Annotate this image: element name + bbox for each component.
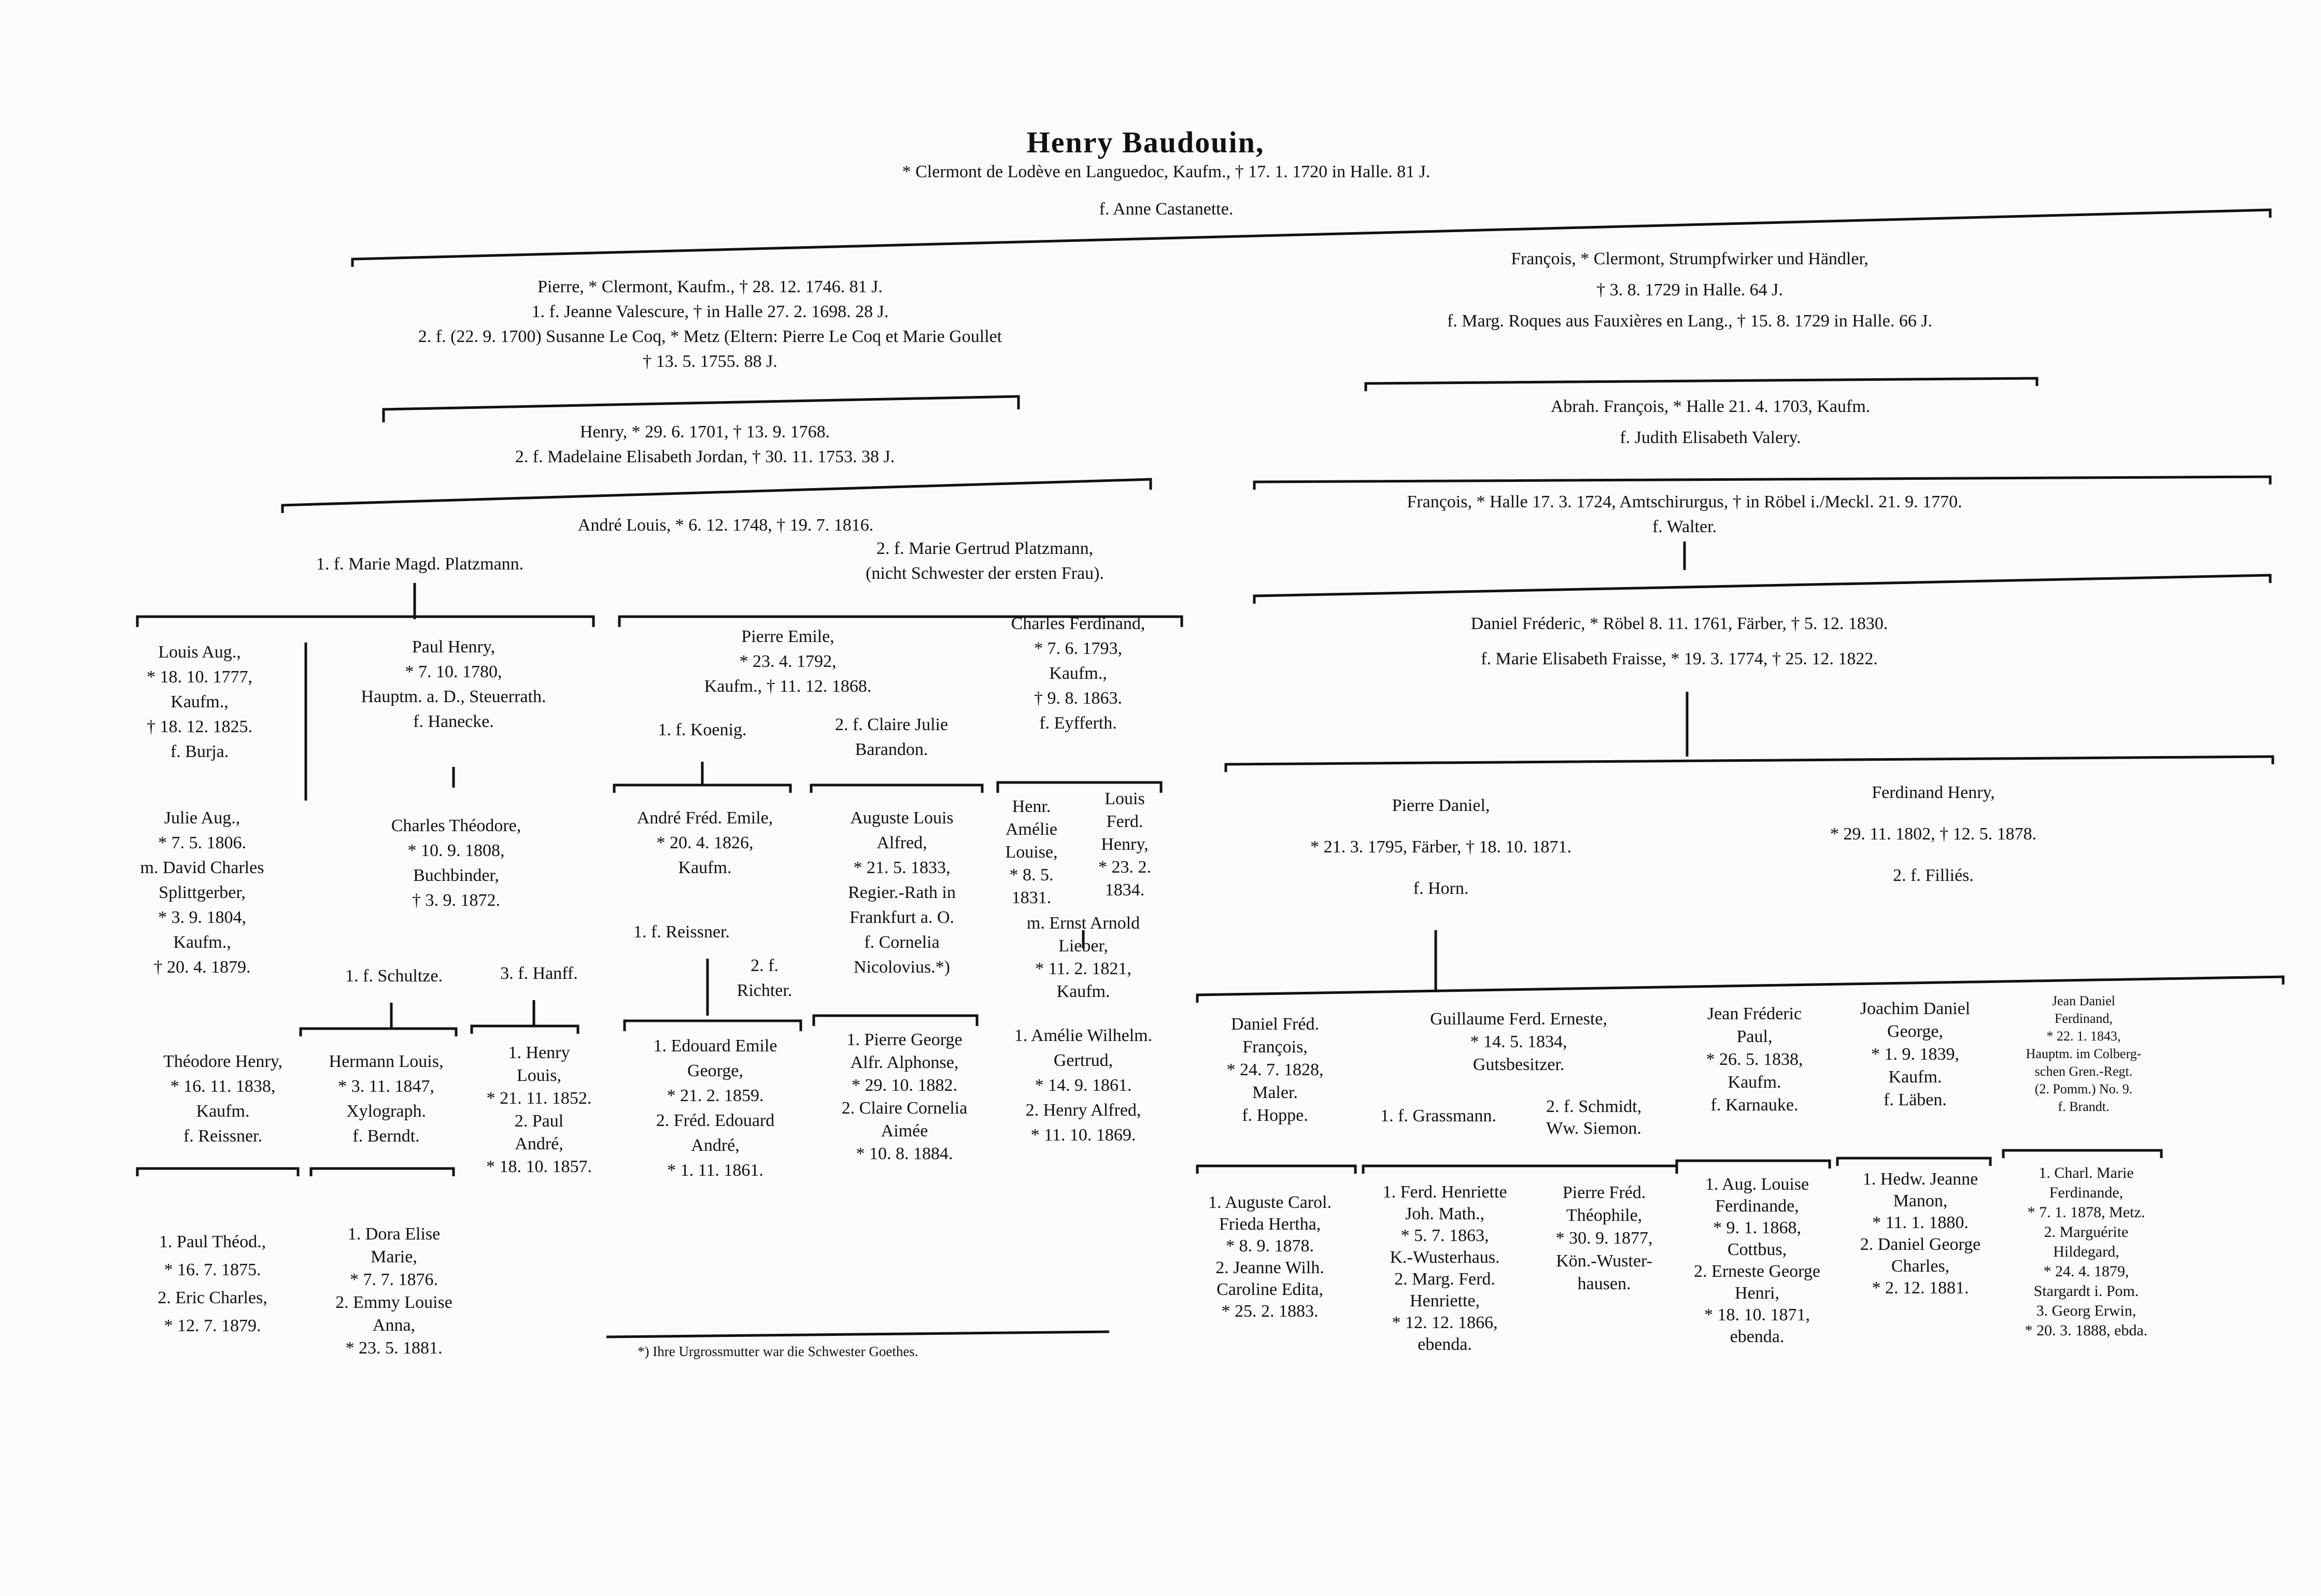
guil-bracket (1363, 1166, 1677, 1174)
guillaume-wife1: 1. f. Grassmann. (1380, 1106, 1496, 1125)
pierre-emile-wife2: 2. f. Claire Julie Barandon. (834, 715, 949, 759)
pierre-bracket (384, 396, 1018, 422)
al-bracket (814, 1016, 977, 1026)
charles-theodore-entry: Charles Théodore, * 10. 9. 1808, Buchbinder, † 3. 9. 1872. (391, 816, 521, 910)
theodore-henry-entry: Théodore Henry, * 16. 11. 1838, Kaufm. f. Reissner. (163, 1052, 283, 1146)
andre-fred-entry: André Fréd. Emile, * 20. 4. 1826, Kaufm. (636, 808, 773, 877)
edouard-children: 1. Edouard Emile George, * 21. 2. 1859. 2. Fréd. Edouard André, * 1. 11. 1861. (653, 1036, 777, 1180)
charles-theodore-wife1: 1. f. Schultze. (345, 966, 443, 986)
jean-daniel-bracket (2003, 1150, 2161, 1158)
julie-aug-entry: Julie Aug., * 7. 5. 1806. m. David Charles Splittgerber, * 3. 9. 1804, Kaufm., † 20. 4. 1879. (140, 808, 264, 977)
andre-wife1: 1. f. Marie Magd. Platzmann. (316, 554, 524, 574)
theo-bracket (137, 1168, 298, 1176)
dfred-bracket (1197, 1166, 1355, 1174)
charles-theodore-wife3: 3. f. Hanff. (500, 964, 578, 983)
pierre-emile-wife1: 1. f. Koenig. (658, 720, 747, 739)
francois-bracket (1366, 378, 2037, 391)
ferdinand-henry-entry: Ferdinand Henry, * 29. 11. 1802, † 12. 5. 1878. 2. f. Filliés. (1830, 783, 2037, 885)
guillaume-entry: Guillaume Ferd. Erneste, * 14. 5. 1834, Gutsbesitzer. (1430, 1009, 1607, 1074)
pierre-emile-entry: Pierre Emile, * 23. 4. 1792, Kaufm., † 11. 12. 1868. (704, 627, 872, 696)
daniel-fred-francois-entry: Daniel Fréd. François, * 24. 7. 1828, Maler. f. Hoppe. (1226, 1015, 1324, 1125)
root-spouse: f. Anne Castanette. (1099, 200, 1234, 219)
francois-entry: François, * Clermont, Strumpfwirker und Händler, † 3. 8. 1729 in Halle. 64 J. f. Marg. Roques aus Fauxières en Lang., † 15. 8. 1729 in Halle. 66 J. (1447, 249, 1933, 331)
guillaume-wife2: 2. f. Schmidt, Ww. Siemon. (1546, 1097, 1642, 1138)
hedw-children: 1. Hedw. Jeanne Manon, * 11. 1. 1880. 2. Daniel George Charles, * 2. 12. 1881. (1860, 1170, 1981, 1298)
joachim-entry: Joachim Daniel George, * 1. 9. 1839, Kaufm. f. Läben. (1860, 999, 1971, 1109)
jean-fred-bracket (1677, 1161, 1830, 1168)
henr-amelie-entry: Henr. Amélie Louise, * 8. 5. 1831. (1005, 797, 1058, 907)
ct3-bracket (472, 1026, 578, 1034)
andre-fred-wife2: 2. f. Richter. (737, 956, 792, 1000)
root-name: Henry Baudouin, (1026, 125, 1265, 159)
ernst-lieber-entry: m. Ernst Arnold Lieber, * 11. 2. 1821, Kaufm. (1026, 914, 1140, 1001)
footnote: *) Ihre Urgrossmutter war die Schwester Goethes. (638, 1344, 918, 1359)
louis-ferd-entry: Louis Ferd. Henry, * 23. 2. 1834. (1098, 789, 1151, 900)
ct1-bracket (301, 1029, 456, 1036)
daniel-frederic-entry: Daniel Fréderic, * Röbel 8. 11. 1761, Färber, † 5. 12. 1830. f. Marie Elisabeth Fraisse, * 19. 3. 1774, † 25. 12. 1822. (1470, 614, 1888, 668)
herm-bracket (311, 1168, 454, 1176)
pierre-entry: Pierre, * Clermont, Kaufm., † 28. 12. 1746. 81 J. 1. f. Jeanne Valescure, † in Halle 27. 2. 1698. 28 J. 2. f. (22. 9. 1700) Susanne Le Coq, * Metz (Eltern: Pierre Le Coq et Marie Goullet † 13. 5. 1755. 88 J. (418, 277, 1002, 371)
francois2-entry: François, * Halle 17. 3. 1724, Amtschirurgus, † in Röbel i./Meckl. 21. 9. 1770. f. Walter. (1407, 492, 1962, 536)
henry-entry: Henry, * 29. 6. 1701, † 13. 9. 1768. 2. f. Madelaine Elisabeth Jordan, † 30. 11. 1753. 38 J. (515, 422, 895, 466)
dora-children: 1. Dora Elise Marie, * 7. 7. 1876. 2. Emmy Louise Anna, * 23. 5. 1881. (335, 1224, 452, 1358)
andre-wife2: 2. f. Marie Gertrud Platzmann, (nicht Schwester der ersten Frau). (866, 539, 1104, 583)
louis-aug-entry: Louis Aug., * 18. 10. 1777, Kaufm., † 18. 12. 1825. f. Burja. (147, 643, 252, 761)
auguste-louis-entry: Auguste Louis Alfred, * 21. 5. 1833, Regier.-Rath in Frankfurt a. O. f. Cornelia Nicolovius.*) (848, 808, 956, 977)
abrah-bracket (1254, 477, 2270, 490)
auguste-carol-children: 1. Auguste Carol. Frieda Hertha, * 8. 9. 1878. 2. Jeanne Wilh. Caroline Edita, * 25. 2. 1883. (1208, 1193, 1332, 1321)
daniel-fred-bracket (1226, 757, 2273, 772)
henry-bracket (282, 479, 1151, 513)
hermann-louis-entry: Hermann Louis, * 3. 11. 1847, Xylograph. f. Berndt. (329, 1052, 444, 1146)
henry-paul-children: 1. Henry Louis, * 21. 11. 1852. 2. Paul André, * 18. 10. 1857. (486, 1043, 592, 1176)
footnote-rule (606, 1332, 1109, 1337)
ferd-henriette-children: 1. Ferd. Henriette Joh. Math., * 5. 7. 1863, K.-Wusterhaus. 2. Marg. Ferd. Henriette, * 12. 12. 1866, ebenda. (1382, 1182, 1507, 1354)
root-details: * Clermont de Lodève en Languedoc, Kaufm., † 17. 1. 1720 in Halle. 81 J. (902, 162, 1431, 181)
andre-wife1-bracket (137, 617, 593, 627)
pe-wife2-bracket (811, 785, 982, 793)
jean-frederic-entry: Jean Fréderic Paul, * 26. 5. 1838, Kaufm. f. Karnauke. (1706, 1004, 1803, 1115)
charles-ferdinand-entry: Charles Ferdinand, * 7. 6. 1793, Kaufm., † 9. 8. 1863. f. Eyfferth. (1011, 614, 1145, 733)
charl-marie-children: 1. Charl. Marie Ferdinande, * 7. 1. 1878, Metz. 2. Marguérite Hildegard, * 24. 4. 1879, Stargardt i. Pom. 3. Georg Erwin, * 20. 3. 1888, ebda. (2025, 1164, 2148, 1339)
paul-theod-children: 1. Paul Théod., * 16. 7. 1875. 2. Eric Charles, * 12. 7. 1879. (158, 1232, 267, 1335)
jean-daniel-entry: Jean Daniel Ferdinand, * 22. 1. 1843, Hauptm. im Colberg- schen Gren.-Regt. (2. Pomm.) No. 9. f. Brandt. (2026, 993, 2142, 1114)
pierre-george-children: 1. Pierre George Alfr. Alphonse, * 29. 10. 1882. 2. Claire Cornelia Aimée * 10. 8. 1884. (841, 1030, 968, 1163)
pe-wife1-bracket (614, 785, 790, 793)
aug-louise-children: 1. Aug. Louise Ferdinande, * 9. 1. 1868, Cottbus, 2. Erneste George Henri, * 18. 10. 1871, ebenda. (1694, 1175, 1820, 1346)
abrah-francois-entry: Abrah. François, * Halle 21. 4. 1703, Kaufm. f. Judith Elisabeth Valery. (1550, 397, 1871, 447)
amelie-wilhelm-children: 1. Amélie Wilhelm. Gertrud, * 14. 9. 1861. 2. Henry Alfred, * 11. 10. 1869. (1014, 1026, 1153, 1145)
pierre-theophile-entry: Pierre Fréd. Théophile, * 30. 9. 1877, Kön.-Wuster- hausen. (1555, 1183, 1653, 1293)
andre-fred-wife1: 1. f. Reissner. (633, 922, 730, 942)
pierre-daniel-entry: Pierre Daniel, * 21. 3. 1795, Färber, † 18. 10. 1871. f. Horn. (1310, 796, 1572, 898)
andre-louis-entry: André Louis, * 6. 12. 1748, † 19. 7. 1816. (577, 516, 874, 535)
paul-henry-entry: Paul Henry, * 7. 10. 1780, Hauptm. a. D., Steuerrath. f. Hanecke. (361, 637, 546, 731)
francois2-bracket (1254, 575, 2270, 604)
af1-bracket (625, 1021, 801, 1031)
joachim-bracket (1837, 1158, 1990, 1166)
